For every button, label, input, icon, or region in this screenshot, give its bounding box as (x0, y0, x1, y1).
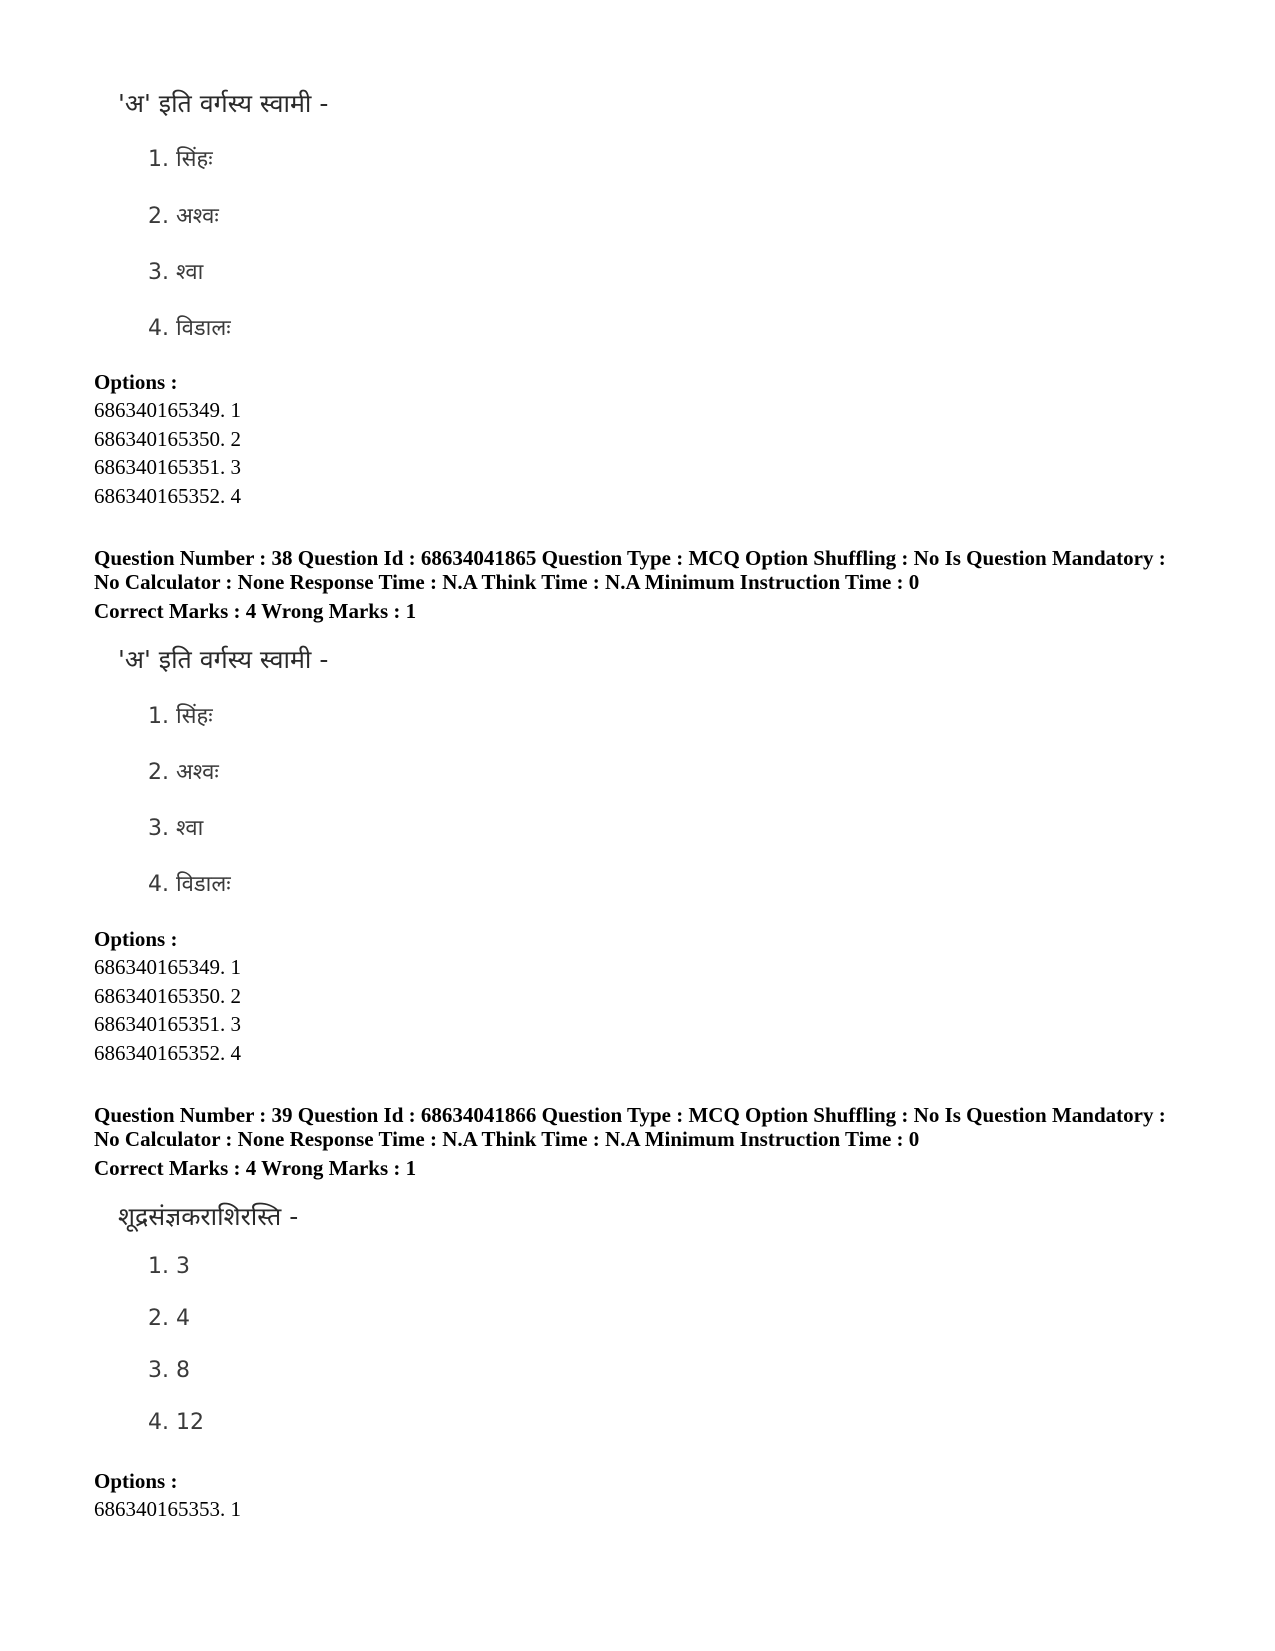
question-marks: Correct Marks : 4 Wrong Marks : 1 (94, 1156, 417, 1180)
option-line: 686340165350. 2 (94, 427, 241, 451)
option-line: 686340165349. 1 (94, 398, 241, 422)
choice-1: 1. सिंहः (148, 704, 213, 729)
question-text: 'अ' इति वर्गस्य स्वामी - (118, 645, 329, 674)
option-line: 686340165350. 2 (94, 984, 241, 1008)
choice-4: 4. 12 (148, 1410, 204, 1435)
question-header-line2: No Calculator : None Response Time : N.A Think Time : N.A Minimum Instruction Time : 0 (94, 570, 920, 594)
choice-1: 1. सिंहः (148, 147, 213, 172)
option-line: 686340165351. 3 (94, 1012, 241, 1036)
choice-4: 4. विडालः (148, 872, 231, 897)
choice-2: 2. अश्वः (148, 760, 219, 785)
choice-1: 1. 3 (148, 1254, 190, 1279)
option-line: 686340165352. 4 (94, 484, 241, 508)
option-line: 686340165349. 1 (94, 955, 241, 979)
choice-3: 3. श्वा (148, 260, 204, 285)
option-line: 686340165353. 1 (94, 1497, 241, 1521)
question-marks: Correct Marks : 4 Wrong Marks : 1 (94, 599, 417, 623)
question-header-line1: Question Number : 39 Question Id : 68634041866 Question Type : MCQ Option Shuffling : No Is Question Mandatory : (94, 1103, 1166, 1127)
choice-3: 3. 8 (148, 1358, 190, 1383)
options-label: Options : (94, 1469, 178, 1493)
choice-4: 4. विडालः (148, 316, 231, 341)
choice-2: 2. 4 (148, 1306, 190, 1331)
question-text: 'अ' इति वर्गस्य स्वामी - (118, 89, 329, 118)
choice-3: 3. श्वा (148, 816, 204, 841)
choice-2: 2. अश्वः (148, 204, 219, 229)
question-header-line1: Question Number : 38 Question Id : 68634041865 Question Type : MCQ Option Shuffling : No Is Question Mandatory : (94, 546, 1166, 570)
question-header-line2: No Calculator : None Response Time : N.A Think Time : N.A Minimum Instruction Time : 0 (94, 1127, 920, 1151)
options-label: Options : (94, 370, 178, 394)
option-line: 686340165352. 4 (94, 1041, 241, 1065)
option-line: 686340165351. 3 (94, 455, 241, 479)
options-label: Options : (94, 927, 178, 951)
question-text: शूद्रसंज्ञकराशिरस्ति - (118, 1202, 299, 1231)
